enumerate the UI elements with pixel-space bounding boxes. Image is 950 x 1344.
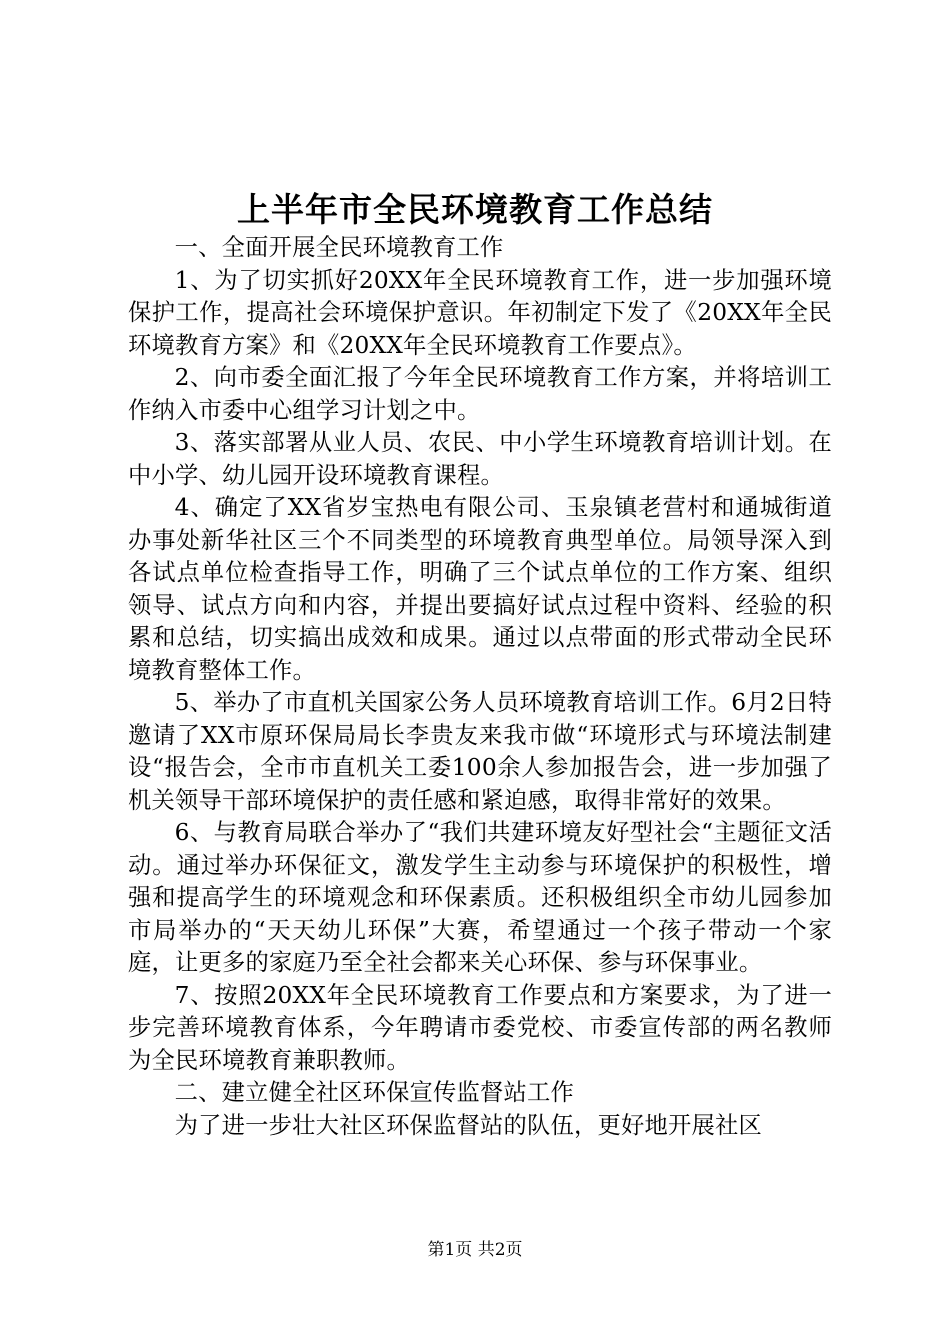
paragraph-item-2: 2、向市委全面汇报了今年全民环境教育工作方案，并将培训工作纳入市委中心组学习计划之中。 xyxy=(128,364,832,424)
section-heading-2: 二、建立健全社区环保宣传监督站工作 xyxy=(174,1079,575,1106)
paragraph-item-4: 4、确定了XX省岁宝热电有限公司、玉泉镇老营村和通城街道办事处新华社区三个不同类型的环境教育典型单位。局领导深入到各试点单位检查指导工作，明确了三个试点单位的工作方案、组织领导、试点方向和内容，并提出要搞好试点过程中资料、经验的积累和总结，切实搞出成效和成果。通过以点带面的形式带动全民环境教育整体工作。 xyxy=(128,494,832,684)
page-number-footer: 第1页 共2页 xyxy=(427,1240,523,1260)
document-title: 上半年市全民环境教育工作总结 xyxy=(237,190,713,229)
paragraph-item-1: 1、为了切实抓好20XX年全民环境教育工作，进一步加强环境保护工作，提高社会环境保护意识。年初制定下发了《20XX年全民环境教育方案》和《20XX年全民环境教育工作要点》。 xyxy=(128,266,832,359)
paragraph-item-7: 7、按照20XX年全民环境教育工作要点和方案要求，为了进一步完善环境教育体系，今年聘请市委党校、市委宣传部的两名教师为全民环境教育兼职教师。 xyxy=(128,981,832,1074)
paragraph-item-6: 6、与教育局联合举办了“我们共建环境友好型社会“主题征文活动。通过举办环保征文，激发学生主动参与环境保护的积极性，增强和提高学生的环境观念和环保素质。还积极组织全市幼儿园参加市局举办的“天天幼儿环保”大赛，希望通过一个孩子带动一个家庭，让更多的家庭乃至全社会都来关心环保、参与环保事业。 xyxy=(128,819,832,976)
section-heading-1: 一、全面开展全民环境教育工作 xyxy=(174,234,504,261)
document-body xyxy=(128,232,832,1142)
paragraph-item-5: 5、举办了市直机关国家公务人员环境教育培训工作。6月2日特邀请了XX市原环保局局长李贵友来我市做“环境形式与环境法制建设“报告会，全市市直机关工委100余人参加报告会，进一步加强了机关领导干部环境保护的责任感和紧迫感，取得非常好的效果。 xyxy=(128,689,832,814)
paragraph-continuation: 为了进一步壮大社区环保监督站的队伍，更好地开展社区 xyxy=(174,1111,763,1139)
paragraph-item-3: 3、落实部署从业人员、农民、中小学生环境教育培训计划。在中小学、幼儿园开设环境教育课程。 xyxy=(128,429,832,489)
